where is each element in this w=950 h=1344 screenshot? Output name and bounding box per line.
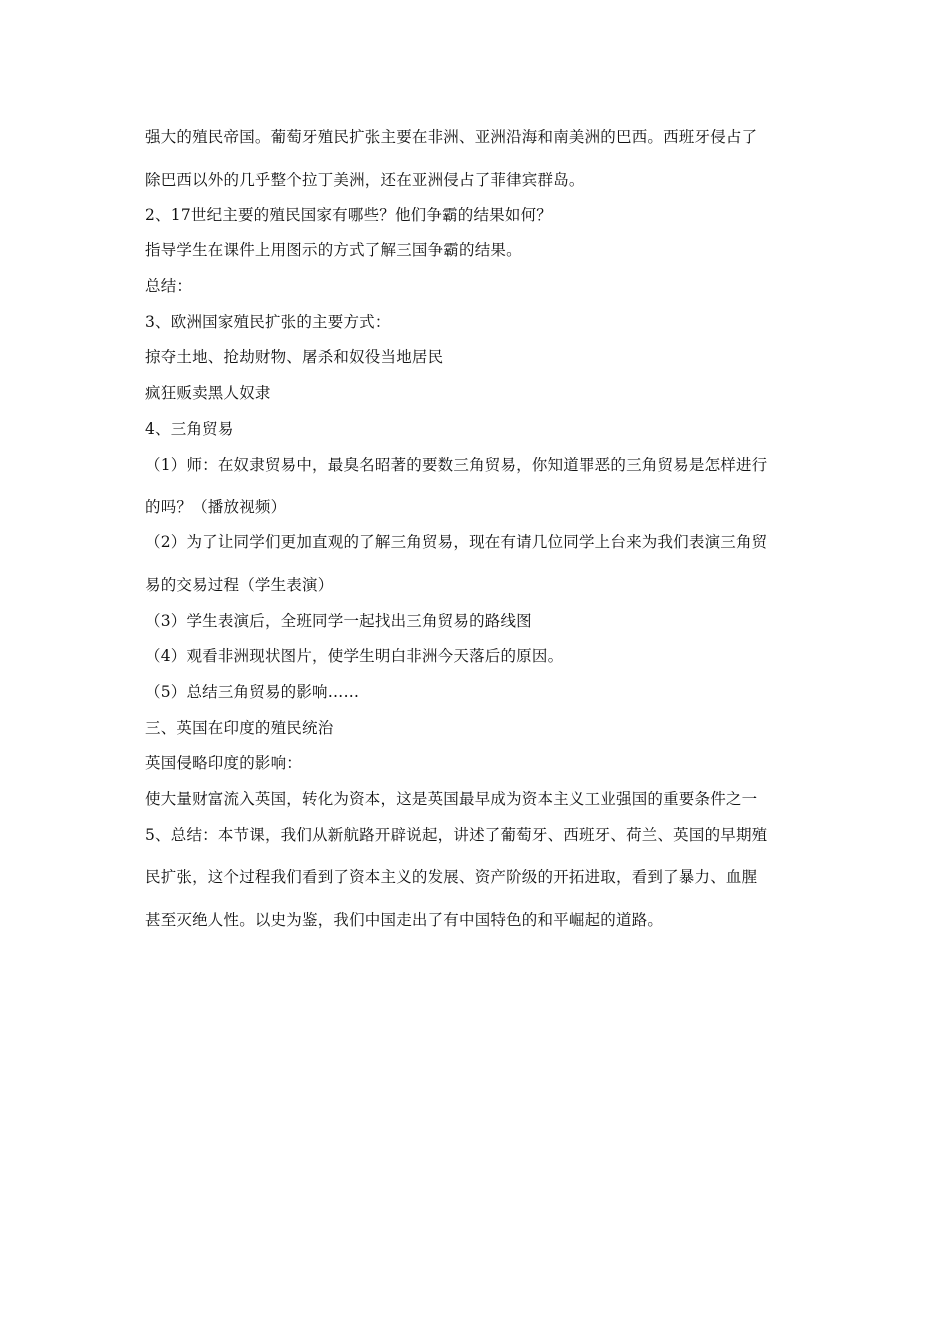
text-line: 总结： — [145, 277, 193, 295]
text-line: 民扩张，这个过程我们看到了资本主义的发展、资产阶级的开拓进取，看到了暴力、血腥 — [145, 868, 758, 886]
text-line: （1）师：在奴隶贸易中，最臭名昭著的要数三角贸易，你知道罪恶的三角贸易是怎样进行 — [145, 456, 768, 474]
text-line: 使大量财富流入英国，转化为资本，这是英国最早成为资本主义工业强国的重要条件之一 — [145, 790, 758, 808]
text-line: （3）学生表演后，全班同学一起找出三角贸易的路线图 — [145, 612, 532, 630]
text-line: 的吗？（播放视频） — [145, 498, 287, 516]
text-line: 英国侵略印度的影响： — [145, 754, 303, 772]
text-line: 易的交易过程（学生表演） — [145, 576, 334, 594]
text-line: 甚至灭绝人性。以史为鉴，我们中国走出了有中国特色的和平崛起的道路。 — [145, 911, 664, 929]
text-line: 强大的殖民帝国。葡萄牙殖民扩张主要在非洲、亚洲沿海和南美洲的巴西。西班牙侵占了 — [145, 128, 758, 146]
text-line: （4）观看非洲现状图片，使学生明白非洲今天落后的原因。 — [145, 647, 564, 665]
text-line: 5、总结：本节课，我们从新航路开辟说起，讲述了葡萄牙、西班牙、荷兰、英国的早期殖 — [145, 826, 768, 844]
text-line: （5）总结三角贸易的影响…… — [145, 683, 360, 701]
text-line: 2、17世纪主要的殖民国家有哪些？他们争霸的结果如何？ — [145, 206, 552, 224]
text-line: （2）为了让同学们更加直观的了解三角贸易，现在有请几位同学上台来为我们表演三角贸 — [145, 533, 768, 551]
text-line: 3、欧洲国家殖民扩张的主要方式： — [145, 313, 391, 331]
text-line: 指导学生在课件上用图示的方式了解三国争霸的结果。 — [145, 241, 522, 259]
text-line: 除巴西以外的几乎整个拉丁美洲，还在亚洲侵占了菲律宾群岛。 — [145, 171, 585, 189]
text-line: 掠夺土地、抢劫财物、屠杀和奴役当地居民 — [145, 348, 444, 366]
text-line: 三、英国在印度的殖民统治 — [145, 719, 334, 737]
text-line: 疯狂贩卖黑人奴隶 — [145, 384, 271, 402]
text-line: 4、三角贸易 — [145, 420, 234, 438]
